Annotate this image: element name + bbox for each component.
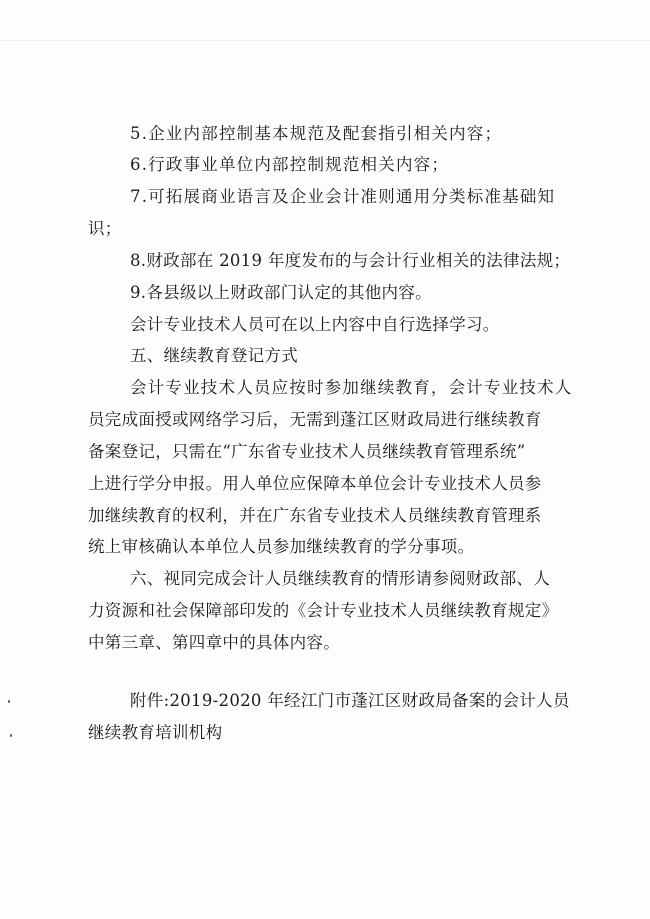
list-item-7-continued: 识； [88,219,122,238]
scan-edge-line [0,40,650,41]
scan-speck [8,700,10,703]
scan-speck [10,734,12,737]
list-item-8: 8.财政部在 2019 年度发布的与会计行业相关的法律法规； [130,251,571,270]
section-six-line: 中第三章、第四章中的具体内容。 [88,633,340,652]
paragraph-line: 统上审核确认本单位人员参加继续教育的学分事项。 [88,537,475,556]
list-item-5: 5.企业内部控制基本规范及配套指引相关内容； [130,124,503,143]
study-note: 会计专业技术人员可在以上内容中自行选择学习。 [130,315,500,334]
section-heading-5: 五、继续教育登记方式 [130,346,298,365]
paragraph-line: 上进行学分申报。用人单位应保障本单位会计专业技术人员参 [88,474,542,493]
attachment-line: 继续教育培训机构 [88,723,223,742]
paragraph-line: 会计专业技术人员应按时参加继续教育，会计专业技术人 [130,378,573,397]
list-item-7: 7.可拓展商业语言及企业会计准则通用分类标准基础知 [130,187,556,206]
paragraph-line: 加继续教育的权利，并在广东省专业技术人员继续教育管理系 [88,506,542,525]
section-six-line: 力资源和社会保障部印发的《会计专业技术人员继续教育规定》 [88,601,559,620]
paragraph-line: 备案登记，只需在“广东省专业技术人员继续教育管理系统” [88,442,526,461]
list-item-6: 6.行政事业单位内部控制规范相关内容； [130,155,450,174]
list-item-9: 9.各县级以上财政部门认定的其他内容。 [130,283,432,302]
attachment-line: 附件:2019-2020 年经江门市蓬江区财政局备案的会计人员 [130,691,570,710]
section-six-line: 六、视同完成会计人员继续教育的情形请参阅财政部、人 [130,569,550,588]
paragraph-line: 员完成面授或网络学习后，无需到蓬江区财政局进行继续教育 [88,410,542,429]
